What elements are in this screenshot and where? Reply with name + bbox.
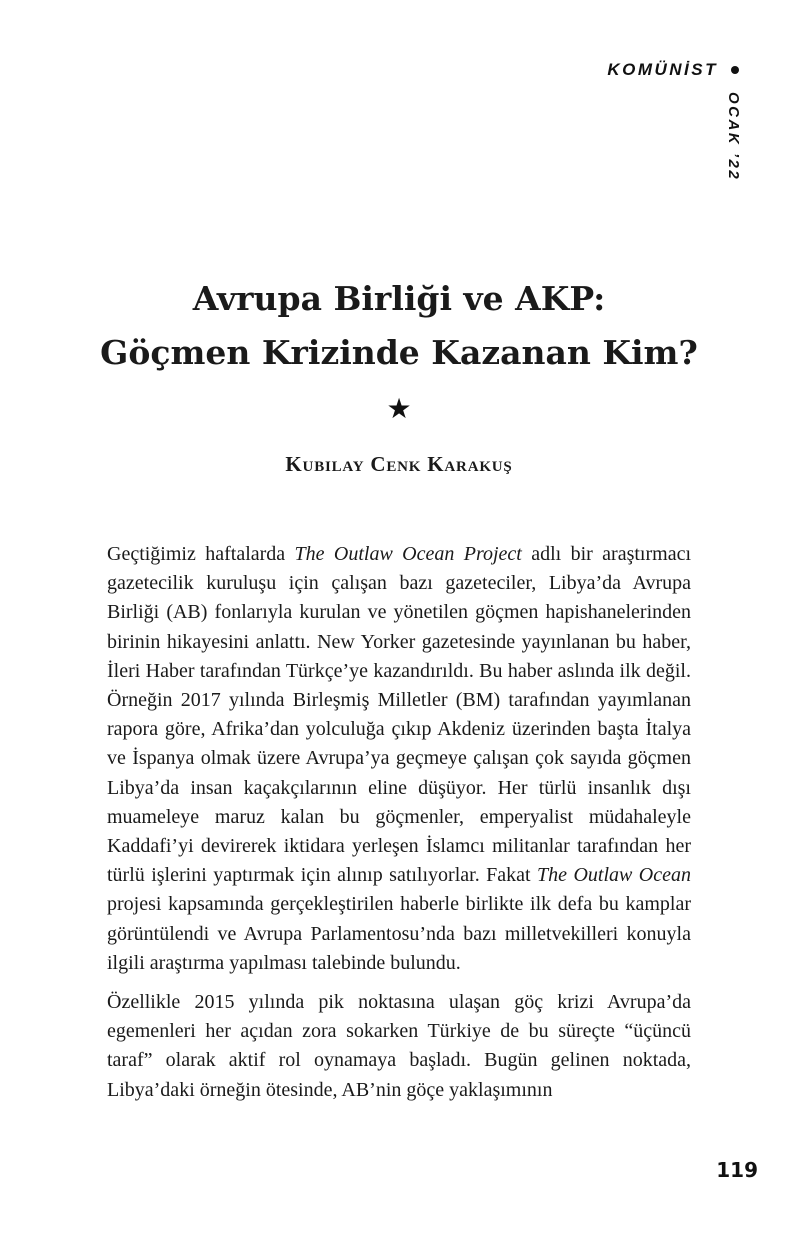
page-number: 119 (716, 1158, 758, 1182)
paragraph-1 (107, 540, 691, 978)
star-icon: ★ (386, 392, 412, 425)
article-body (107, 540, 691, 1105)
paragraph-1-text-a: Geçtiğimiz haftalarda (107, 543, 295, 565)
magazine-name: KOMÜNİST (607, 60, 718, 79)
paragraph-2: Özellikle 2015 yılında pik noktasına ulaşan göç krizi Avrupa’da egemenleri her açıdan zora sokarken Türkiye de bu süreçte “üçüncü taraf” olarak aktif rol oynamaya başladı. Bugün gelinen noktada, Libya’daki örneğin ötesinde, AB’nin göçe yaklaşımının (107, 991, 691, 1101)
paragraph-1-text-c: projesi kapsamında gerçekleştirilen haberle birlikte ilk defa bu kamplar görüntülendi ve Avrupa Parlamentosu’nda bazı milletvekilleri konuyla ilgili araştırma yapılması talebinde bulundu. (107, 893, 691, 974)
publication-title: The Outlaw Ocean Project (294, 543, 522, 565)
article-title (60, 272, 738, 380)
header-bullet-icon (731, 66, 739, 74)
author-name: Kubilay Cenk Karakuş (285, 452, 513, 476)
article-title-line-1: Avrupa Birliği ve AKP: (192, 279, 606, 318)
paragraph-1-text-b: adlı bir araştırmacı gazetecilik kuruluşu için çalışan bazı gazeteciler, Libya’da Avrupa Birliği (AB) fonlarıyla kurulan ve yönetilen göçmen hapishanelerinden birinin hikayesini anlattı. New Yorker gazetesinde yayınlanan bu haber, İleri Haber tarafından Türkçe’ye kazandırıldı. Bu haber aslında ilk değil. Örneğin 2017 yılında Birleşmiş Milletler (BM) tarafından yayımlanan rapora göre, Afrika’dan yolculuğa çıkıp Akdeniz üzerinden başta İtalya ve İspanya olmak üzere Avrupa’ya geçmeye çalışan çok sayıda göçmen Libya’da insan kaçakçılarının eline düşüyor. Her türlü insanlık dışı muameleye maruz kalan bu göçmenler, emperyalist müdahaleyle Kaddafi’yi devirerek iktidara yerleşen İslamcı militanlar tarafından her türlü işlerini yaptırmak için alınıp satılıyorlar. Fakat (107, 543, 691, 887)
article-title-line-2: Göçmen Krizinde Kazanan Kim? (100, 333, 698, 372)
publication-title-short: The Outlaw Ocean (537, 864, 691, 887)
issue-date: OCAK ’22 (725, 92, 742, 182)
